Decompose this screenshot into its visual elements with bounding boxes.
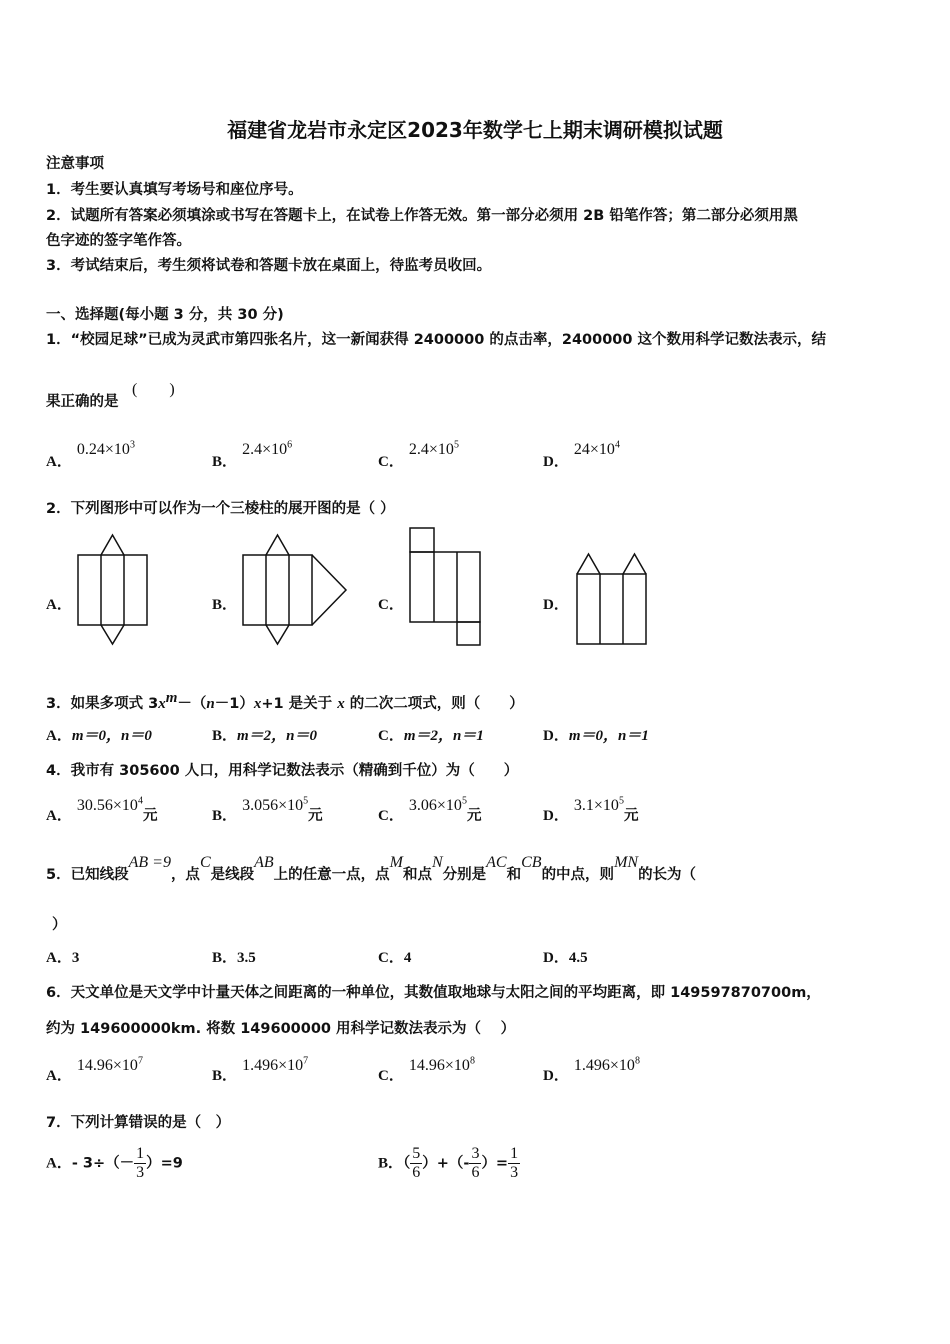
fraction: $\frac{1}{3}$ [510, 1145, 519, 1181]
q5-stem: 5．已知线段AB =9，点C是线段AB上的任意一点，点M和点N分别是AC和CB的中点，则MN的长为（ [46, 854, 697, 883]
q6-stem-line2: 约为 149600000km. 将数 149600000 用科学记数法表示为（ ） [46, 1021, 516, 1037]
q6-stem-line1: 6．天文单位是天文学中计量天体之间距离的一种单位，其数值取地球与太阳之间的平均距离，即 149597870700m， [46, 985, 821, 1001]
q2-option-c-label: C． [378, 597, 404, 613]
q7-option-b: B．（ $\frac{5}{6}$ ）+（- $\frac{3}{6}$ ）= $\frac{1}{3}$ [378, 1145, 519, 1181]
notice-item-2-cont: 色字迹的签字笔作答。 [46, 233, 191, 249]
q7-option-a: A．- 3÷（－ $\frac{1}{3}$ ）=9 [46, 1145, 183, 1181]
q3-option-b: B．m＝2，n＝0 [212, 728, 318, 744]
q1-stem-line2: 果正确的是 [46, 394, 119, 410]
q7-stem: 7．下列计算错误的是（ ） [46, 1115, 231, 1131]
q6-option-d: D． $1.496\times 10^8$ [543, 1055, 640, 1084]
q1-option-c: C． $2.4\times 10^5$ [378, 439, 459, 470]
fraction: $\frac{3}{6}$ [471, 1145, 480, 1181]
q5-option-a: A．3 [46, 950, 80, 966]
q2-figure-a [75, 530, 155, 648]
q3-option-a: A．m＝0，n＝0 [46, 728, 152, 744]
q1-option-b: B． $2.4\times 10^6$ [212, 439, 293, 470]
q4-stem: 4．我市有 305600 人口，用科学记数法表示（精确到千位）为（ ） [46, 763, 519, 779]
q2-stem: 2．下列图形中可以作为一个三棱柱的展开图的是（ ） [46, 501, 395, 517]
fraction: $\frac{1}{3}$ [136, 1145, 145, 1181]
q2-option-d-label: D． [543, 597, 569, 613]
notice-heading: 注意事项 [46, 156, 104, 172]
q6-option-a: A． $14.96\times 10^7$ [46, 1055, 143, 1084]
q2-figure-d [574, 550, 650, 648]
q2-figure-c [405, 525, 487, 650]
q2-figure-b [240, 530, 352, 648]
q5-option-c: C．4 [378, 950, 412, 966]
q5-stem-close: ） [52, 917, 67, 933]
q4-option-b: B． $3.056\times 10^5$元 [212, 795, 323, 824]
page-title: 福建省龙岩市永定区2023年数学七上期末调研模拟试题 [227, 118, 723, 142]
q4-option-a: A． $30.56\times 10^4$元 [46, 795, 158, 824]
q1-option-a: A． $0.24\times 10^3$ [46, 439, 135, 470]
q5-option-b: B．3.5 [212, 950, 256, 966]
q6-option-c: C． $14.96\times 10^8$ [378, 1055, 475, 1084]
q4-option-d: D． $3.1\times 10^5$元 [543, 795, 639, 824]
q3-option-c: C．m＝2，n＝1 [378, 728, 484, 744]
q2-option-a-label: A． [46, 597, 72, 613]
section-heading: 一、选择题(每小题 3 分，共 30 分) [46, 307, 284, 323]
q1-stem-line1: 1．“校园足球”已成为灵武市第四张名片，这一新闻获得 2400000 的点击率，2400000 这个数用科学记数法表示，结 [46, 332, 827, 348]
q6-option-b: B． $1.496\times 10^7$ [212, 1055, 309, 1084]
fraction: $\frac{5}{6}$ [412, 1145, 421, 1181]
notice-item-1: 1．考生要认真填写考场号和座位序号。 [46, 182, 303, 198]
q4-option-c: C． $3.06\times 10^5$元 [378, 795, 482, 824]
notice-item-2: 2．试题所有答案必须填涂或书写在答题卡上，在试卷上作答无效。第一部分必须用 2B 铅笔作答；第二部分必须用黑 [46, 208, 798, 224]
q2-option-b-label: B． [212, 597, 238, 613]
q1-option-d: D． $24\times 10^4$ [543, 439, 620, 470]
q3-option-d: D．m＝0，n＝1 [543, 728, 649, 744]
q3-stem: 3．如果多项式 $3x^m-(n-1)x+1$ 是关于 x 的二次二项式，则（ ） [46, 690, 524, 712]
q5-option-d: D．4.5 [543, 950, 588, 966]
notice-item-3: 3．考试结束后，考生须将试卷和答题卡放在桌面上，待监考员收回。 [46, 258, 492, 274]
q1-answer-paren: ( ) [132, 381, 175, 398]
